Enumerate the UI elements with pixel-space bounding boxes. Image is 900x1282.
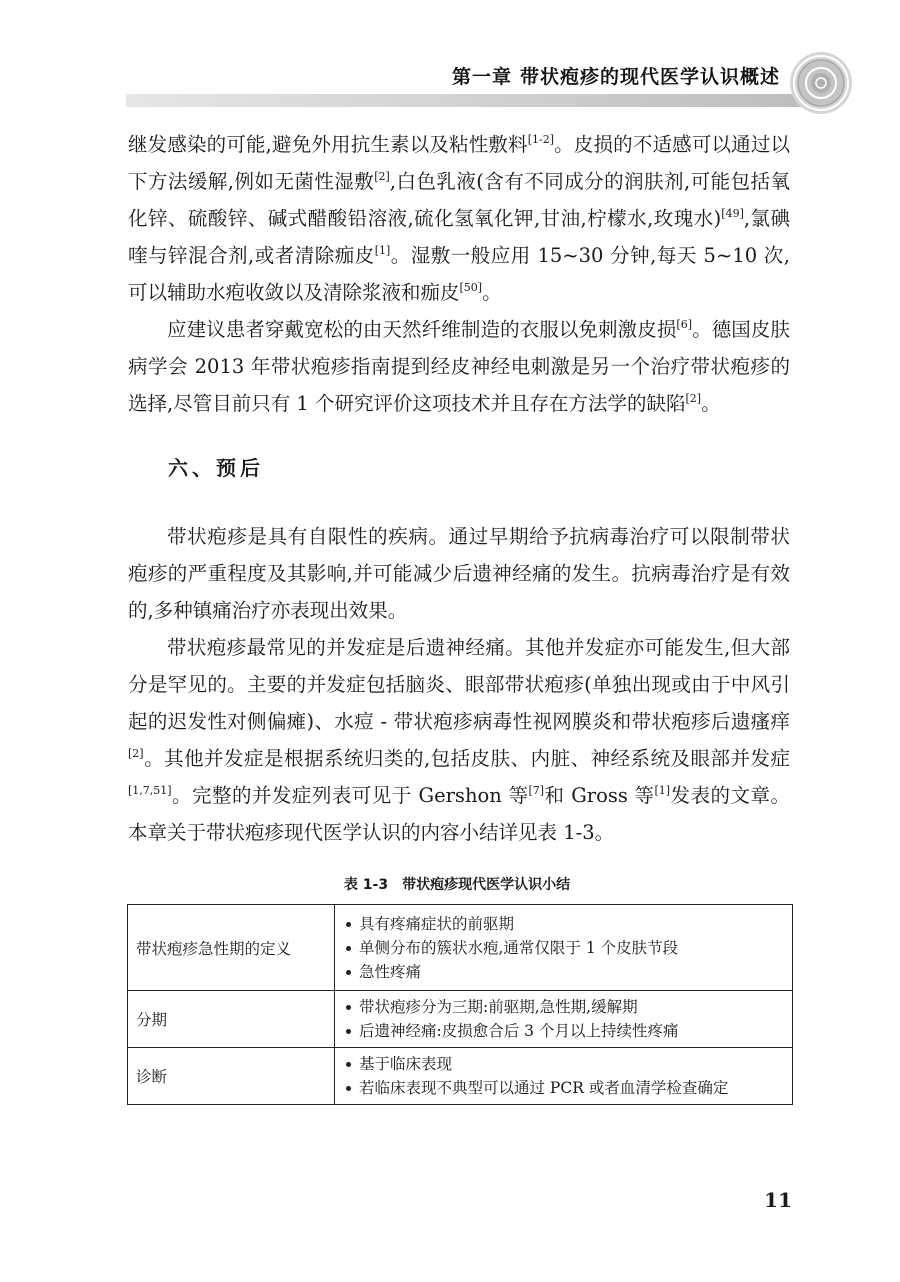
bullet-item: 带状疱疹分为三期:前驱期,急性期,缓解期 — [343, 995, 784, 1019]
table-caption — [0, 874, 900, 894]
chapter-number: 第一章 — [451, 66, 512, 88]
bullet-item: 急性疼痛 — [343, 960, 784, 984]
paragraph-text: 。 — [701, 392, 721, 415]
bullet-item: 基于临床表现 — [343, 1052, 784, 1076]
bullet-item: 若临床表现不典型可以通过 PCR 或者血清学检查确定 — [343, 1076, 784, 1100]
bullet-item: 具有疼痛症状的前驱期 — [343, 912, 784, 936]
paragraph-text: ,氯碘喹与锌混合剂,或者清除痂皮 — [128, 207, 791, 267]
citation-ref: [1-2] — [527, 133, 554, 146]
citation-ref: [1] — [654, 784, 671, 797]
paragraph-text: 。德国皮肤病学会 2013 年带状疱疹指南提到经皮神经电刺激是另一个治疗带状疱疹的选择,尽管目前只有 1 个研究评价这项技术并且存在方法学的缺陷 — [128, 318, 790, 415]
bullet-item: 后遗神经痛:皮损愈合后 3 个月以上持续性疼痛 — [343, 1019, 784, 1043]
paragraph-text: 和 Gross 等 — [544, 784, 655, 807]
paragraph-text: 继发感染的可能,避免外用抗生素以及粘性敷料 — [128, 133, 528, 156]
paragraph-text: 带状疱疹是具有自限性的疾病。通过早期给予抗病毒治疗可以限制带状疱疹的严重程度及其影响,并可能减少后遗神经痛的发生。抗病毒治疗是有效的,多种镇痛治疗亦表现出效果。 — [128, 525, 790, 622]
paragraph-text: ,白色乳液(含有不同成分的润肤剂,可能包括氧化锌、硫酸锌、碱式醋酸铅溶液,硫化氢氧化钾,甘油,柠檬水,玫瑰水) — [128, 170, 790, 230]
paragraph-text: 。 — [482, 281, 502, 304]
running-header — [0, 62, 780, 89]
paragraph-self-limiting — [128, 518, 790, 629]
table-number: 表 1-3 — [343, 877, 389, 893]
citation-ref: [2] — [685, 392, 702, 405]
paragraph-text: 应建议患者穿戴宽松的由天然纤维制造的衣服以免刺激皮损 — [167, 318, 677, 341]
citation-ref: [1] — [374, 244, 391, 257]
citation-ref: [50] — [459, 281, 483, 294]
table-row-label: 诊断 — [128, 1048, 335, 1105]
paragraph-text: 。皮损的不适感可以通过以下方法缓解,例如无菌性湿敷 — [128, 133, 790, 193]
paragraph-text: 发表的文章。本章关于带状疱疹现代医学认识的内容小结详见表 1-3。 — [128, 784, 790, 844]
citation-ref: [49] — [721, 207, 744, 220]
citation-ref: [1,7,51] — [128, 784, 172, 797]
table-row-label: 带状疱疹急性期的定义 — [128, 905, 335, 991]
summary-table — [127, 904, 793, 1105]
table-row-content — [335, 991, 793, 1048]
bullet-list — [343, 912, 784, 984]
section-heading-prognosis: 六、预后 — [168, 456, 264, 480]
table-row — [128, 991, 793, 1048]
citation-ref: [2] — [374, 170, 390, 183]
paragraph-text: 。其他并发症是根据系统归类的,包括皮肤、内脏、神经系统及眼部并发症 — [143, 747, 790, 770]
header-rule — [126, 94, 816, 107]
table-row — [128, 1048, 793, 1105]
citation-ref: [6] — [676, 318, 693, 331]
page-number: 11 — [764, 1188, 792, 1212]
table-row — [128, 905, 793, 991]
paragraph-text: 带状疱疹最常见的并发症是后遗神经痛。其他并发症亦可能发生,但大部分是罕见的。主要的并发症包括脑炎、眼部带状疱疹(单独出现或由于中风引起的迟发性对侧偏瘫)、水痘 - 带状疱疹病毒性视网膜炎和带状疱疹后遗瘙痒 — [128, 636, 790, 733]
bullet-item: 单侧分布的簇状水疱,通常仅限于 1 个皮肤节段 — [343, 936, 784, 960]
bullet-list — [343, 1052, 784, 1100]
table-title: 带状疱疹现代医学认识小结 — [402, 877, 571, 893]
paragraph-text: 。湿敷一般应用 15~30 分钟,每天 5~10 次,可以辅助水疱收敛以及清除浆液和痂皮 — [128, 244, 791, 304]
decorative-seal-icon — [788, 50, 854, 116]
paragraph-clothing-tens — [128, 311, 790, 422]
citation-ref: [2] — [128, 747, 144, 760]
table-row-content — [335, 1048, 793, 1105]
chapter-title: 带状疱疹的现代医学认识概述 — [519, 66, 780, 88]
citation-ref: [7] — [528, 784, 545, 797]
paragraph-text: 。完整的并发症列表可见于 Gershon 等 — [171, 784, 529, 807]
table-row-content — [335, 905, 793, 991]
bullet-list — [343, 995, 784, 1043]
table-row-label: 分期 — [128, 991, 335, 1048]
paragraph-wound-care — [128, 126, 790, 311]
paragraph-complications — [128, 629, 790, 851]
